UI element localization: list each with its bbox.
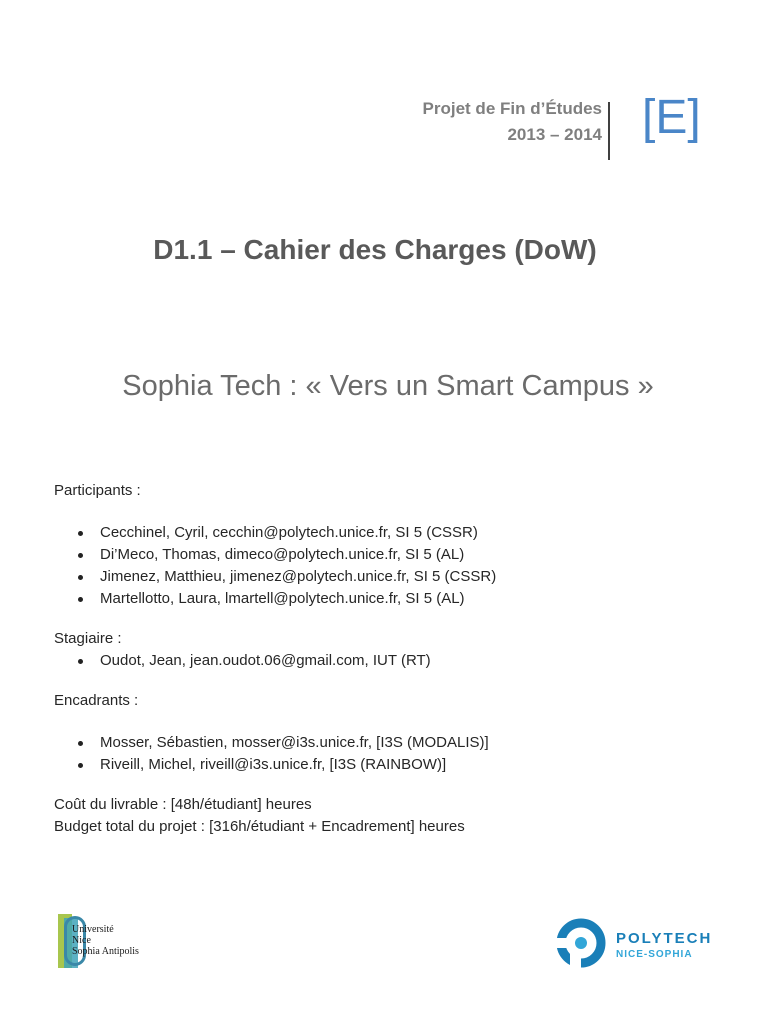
stagiaire-label: Stagiaire : — [54, 630, 122, 647]
bullet-icon — [78, 741, 83, 746]
polytech-emblem-icon — [554, 916, 608, 970]
encadrant-entry: Mosser, Sébastien, mosser@i3s.unice.fr, [I3S (MODALIS)] — [100, 734, 489, 751]
list-item — [54, 522, 714, 544]
stagiaire-entry: Oudot, Jean, jean.oudot.06@gmail.com, IUT (RT) — [100, 652, 431, 669]
total-budget: Budget total du projet : [316h/étudiant + Encadrement] heures — [54, 818, 465, 835]
deliverable-cost: Coût du livrable : [48h/étudiant] heures — [54, 796, 312, 813]
encadrant-entry: Riveill, Michel, riveill@i3s.unice.fr, [I3S (RAINBOW)] — [100, 756, 447, 773]
university-logo — [58, 914, 168, 970]
document-title: D1.1 – Cahier des Charges (DoW) — [153, 234, 597, 265]
participant-entry: Cecchinel, Cyril, cecchin@polytech.unice.fr, SI 5 (CSSR) — [100, 524, 478, 541]
bullet-icon — [78, 659, 83, 664]
encadrants-label: Encadrants : — [54, 692, 139, 709]
header-divider — [608, 102, 610, 160]
project-label: Projet de Fin d’Études — [422, 99, 602, 118]
document-subtitle: Sophia Tech : « Vers un Smart Campus » — [122, 370, 654, 402]
bullet-icon — [78, 553, 83, 558]
bullet-icon — [78, 575, 83, 580]
header-e-mark: [E] — [642, 91, 701, 144]
encadrants-list — [54, 732, 714, 776]
bullet-icon — [78, 597, 83, 602]
polytech-subname: NICE-SOPHIA — [616, 949, 693, 960]
participants-label: Participants : — [54, 482, 141, 499]
list-item — [54, 650, 714, 672]
list-item — [54, 544, 714, 566]
project-header — [380, 96, 602, 148]
participant-entry: Di’Meco, Thomas, dimeco@polytech.unice.fr, SI 5 (AL) — [100, 546, 465, 563]
polytech-name: POLYTECH — [616, 930, 713, 947]
participant-entry: Jimenez, Matthieu, jimenez@polytech.unice.fr, SI 5 (CSSR) — [100, 568, 497, 585]
list-item — [54, 732, 714, 754]
document-body — [54, 480, 714, 838]
bullet-icon — [78, 763, 83, 768]
list-item — [54, 754, 714, 776]
bullet-icon — [78, 531, 83, 536]
project-years: 2013 – 2014 — [507, 125, 602, 144]
stagiaire-list — [54, 650, 714, 672]
polytech-logo — [554, 914, 744, 972]
list-item — [54, 566, 714, 588]
university-logo-text: Université Nice Sophia Antipolis — [72, 924, 139, 957]
participant-entry: Martellotto, Laura, lmartell@polytech.unice.fr, SI 5 (AL) — [100, 590, 465, 607]
list-item — [54, 588, 714, 610]
participants-list — [54, 522, 714, 610]
